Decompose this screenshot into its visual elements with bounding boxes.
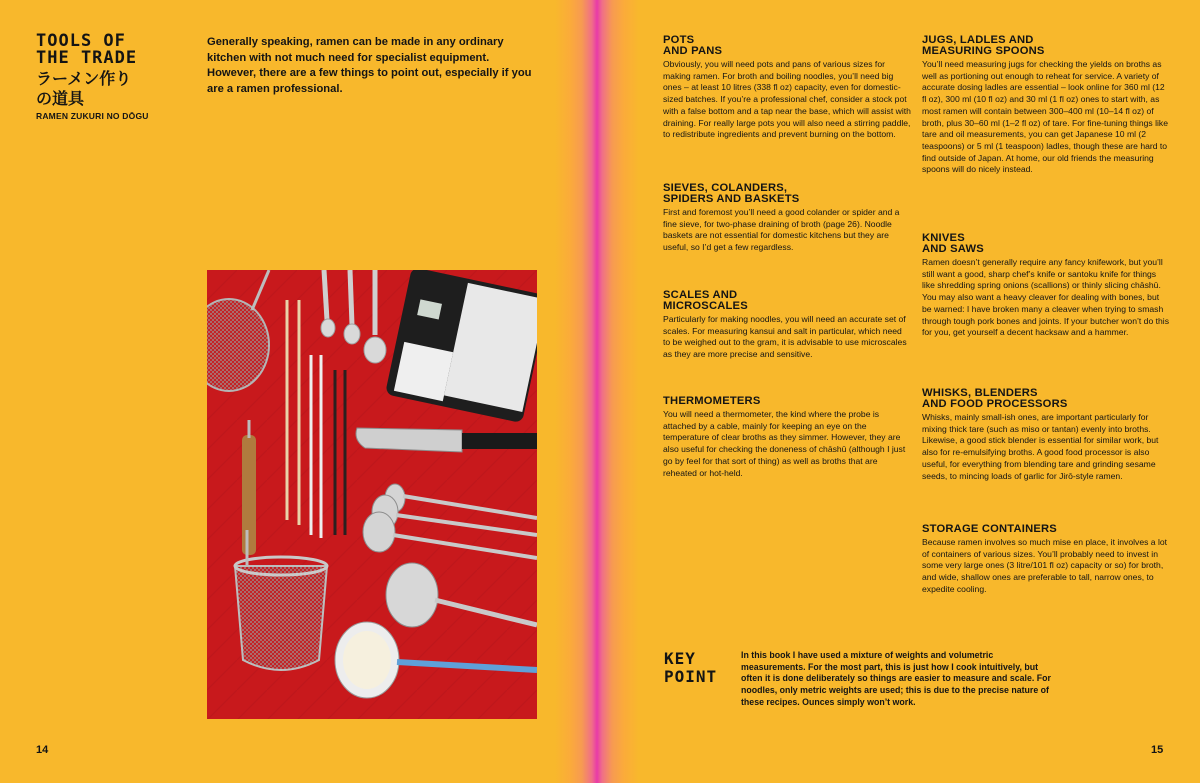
section-knives-saws — [922, 233, 1170, 339]
key-point-label: KEY POINT — [664, 649, 718, 686]
section-body: First and foremost you’ll need a good colander or spider and a fine sieve, for two-phase draining of broth (page 26). Noodle baskets are not essential for domestic kitchens but they are useful, so I’d get a few regardless. — [663, 207, 900, 253]
section-body: You’ll need measuring jugs for checking the yields on broths as well as portioning out enough to reheat for service. A variety of accurate dosing ladles are essential – look online for 360 ml (12 fl oz), 300 ml (10 fl oz) and 30 ml (1 fl oz) ones to start with, as most ramen will contain between 300–400 ml (10–14 fl oz) of broth, plus 30–60 ml (1–2 fl oz) of tare. For fine-tuning things like tare and oil measurements, you can get Japanese 10 ml (2 teaspoons) or 5 ml (1 teaspoon) ladles, though these are hard to find outside of Japan. At home, our old friends the measuring spoons will do nicely instead. — [922, 59, 1169, 175]
section-sieves-colanders — [663, 183, 911, 254]
book-spine-gradient — [555, 0, 639, 783]
section-heading: THERMOMETERS — [663, 395, 761, 407]
section-scales — [663, 290, 911, 361]
wooden-handle-tool-image — [242, 420, 256, 555]
section-heading: WHISKS, BLENDERS AND FOOD PROCESSORS — [922, 387, 1068, 410]
section-pots-and-pans — [663, 35, 911, 141]
page-number-right: 15 — [1151, 744, 1164, 756]
chapter-title-block — [36, 33, 196, 121]
section-whisks-blenders — [922, 388, 1170, 482]
section-body: Whisks, mainly small-ish ones, are important particularly for mixing thick tare (such as miso or tantan) evenly into broths. Likewise, a good stick blender is essential for similar work, but also for re-emulsifying broths. A good food processor is also useful, for everything from blending tare and grinding sesame seeds, to mincing loads of garlic for Jirō-style ramen. — [922, 412, 1159, 481]
page-number-left: 14 — [36, 744, 49, 756]
section-heading: SIEVES, COLANDERS, SPIDERS AND BASKETS — [663, 182, 800, 205]
section-storage-containers — [922, 524, 1170, 596]
section-heading: KNIVES AND SAWS — [922, 232, 984, 255]
chapter-title: TOOLS OF THE TRADE — [36, 31, 138, 68]
kitchen-tools-photo — [207, 270, 537, 719]
section-body: Because ramen involves so much mise en place, it involves a lot of containers of various sizes. You’ll probably need to invest in some very large ones (3 litre/101 fl oz) capacity or so) for broth, and wide, shallow ones are preferable to tall, narrow ones, to expedite cooling. — [922, 537, 1168, 594]
section-thermometers — [663, 396, 911, 479]
section-jugs-ladles — [922, 35, 1170, 176]
section-body: Ramen doesn’t generally require any fancy knifework, but you’ll still want a good, sharp chef’s knife or santoku knife for things like shredding spring onions (scallions) or thinly slicing chāshū. You may also want a heavy cleaver for dealing with bones, but be warned: I have broken many a cleaver when trying to smash through tough pork bones and joints. If your butcher won’t do this for you, get yourself a decent hacksaw and a hammer. — [922, 257, 1169, 338]
section-body: You will need a thermometer, the kind where the probe is attached by a cable, mainly for keeping an eye on the temperature of clear broths as they simmer. However, they are also useful for checking the doneness of chāshū (although I just go by feel for that sort of thing) as well as broths that are reheated or hot-held. — [663, 409, 906, 478]
chapter-title-japanese: ラーメン作り の道具 — [36, 69, 132, 108]
section-heading: POTS AND PANS — [663, 34, 723, 57]
chapter-title-romaji: RAMEN ZUKURI NO DŌGU — [36, 111, 149, 121]
intro-paragraph: Generally speaking, ramen can be made in any ordinary kitchen with not much need for specialist equipment. However, there are a few things to point out, especially if you are a ramen professional. — [207, 36, 532, 95]
key-point-text: In this book I have used a mixture of weights and volumetric measurements. For the most part, this is just how I cook intuitively, but often it is done deliberately so things are easier to measure and scale. For noodles, only metric weights are used; this is due to the precise nature of these recipes. Ounces simply won’t work. — [741, 650, 1051, 707]
section-heading: STORAGE CONTAINERS — [922, 523, 1057, 535]
section-body: Particularly for making noodles, you will need an accurate set of scales. For measuring kansui and salt in particular, which need to be weighed out to the gram, it is advisable to use microscales as they are more precise and sensitive. — [663, 314, 907, 360]
section-body: Obviously, you will need pots and pans of various sizes for making ramen. For broth and boiling noodles, you’ll need big ones – at least 10 litres (338 fl oz) capacity, even for domestic-sized batches. If you’re a professional chef, consider a stock pot with a false bottom and a tap near the base, which will assist with draining. For really large pots you will also need a stirring paddle, to redistribute ingredients and prevent burning on the bottom. — [663, 59, 911, 140]
section-heading: JUGS, LADLES AND MEASURING SPOONS — [922, 34, 1045, 57]
section-heading: SCALES AND MICROSCALES — [663, 289, 748, 312]
